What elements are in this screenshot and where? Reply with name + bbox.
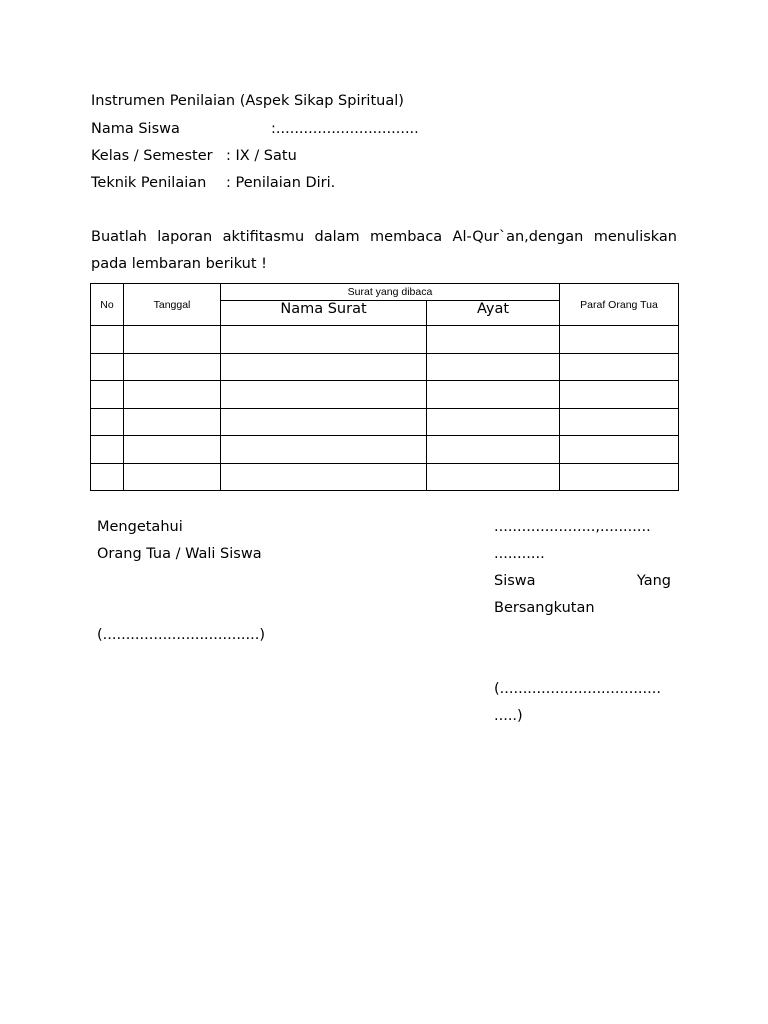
- table-row: [91, 381, 679, 409]
- instruction-paragraph: [91, 224, 677, 278]
- cell-tanggal: [124, 436, 221, 464]
- cell-ayat: [427, 408, 560, 436]
- table-row: [91, 353, 679, 381]
- signature-right-date-line1: ......................,...........: [494, 519, 651, 535]
- signature-right-role-word1: Siswa: [494, 573, 536, 589]
- field-nama-siswa-label: Nama Siswa: [91, 121, 180, 137]
- form-title: Instrumen Penilaian (Aspek Sikap Spiritual): [91, 93, 404, 109]
- signature-right-name-line2: .....): [494, 708, 523, 724]
- cell-ayat: [427, 463, 560, 491]
- cell-tanggal: [124, 353, 221, 381]
- cell-paraf: [560, 463, 679, 491]
- table-row: [91, 326, 679, 354]
- cell-nama-surat: [221, 326, 427, 354]
- col-header-tanggal: Tanggal: [124, 284, 221, 326]
- cell-ayat: [427, 326, 560, 354]
- table-header-row-top: [91, 284, 679, 301]
- cell-paraf: [560, 436, 679, 464]
- col-header-paraf: Paraf Orang Tua: [560, 284, 679, 326]
- cell-tanggal: [124, 326, 221, 354]
- cell-no: [91, 408, 124, 436]
- field-nama-siswa-value: :...............................: [271, 121, 419, 137]
- signature-right-role-line2: Bersangkutan: [494, 600, 595, 616]
- col-header-no: No: [91, 284, 124, 326]
- signature-left-line1: Mengetahui: [97, 519, 183, 535]
- cell-nama-surat: [221, 436, 427, 464]
- signature-left-name-blank: (..................................): [97, 627, 266, 643]
- table-row: [91, 408, 679, 436]
- cell-ayat: [427, 353, 560, 381]
- cell-no: [91, 326, 124, 354]
- table-body: [91, 326, 679, 491]
- field-kelas-semester: [91, 147, 297, 165]
- cell-ayat: [427, 381, 560, 409]
- field-teknik-penilaian-label: Teknik Penilaian: [91, 175, 207, 191]
- cell-paraf: [560, 408, 679, 436]
- col-header-surat-group: Surat yang dibaca: [221, 284, 560, 301]
- field-kelas-semester-label: Kelas / Semester: [91, 148, 213, 164]
- cell-tanggal: [124, 408, 221, 436]
- cell-paraf: [560, 353, 679, 381]
- signature-right-block: [494, 514, 671, 730]
- table-row: [91, 463, 679, 491]
- cell-nama-surat: [221, 463, 427, 491]
- signature-right-name-line1: (...................................: [494, 681, 661, 697]
- cell-paraf: [560, 326, 679, 354]
- field-kelas-semester-value: : IX / Satu: [226, 148, 297, 164]
- reading-report-table: [90, 283, 679, 491]
- signature-right-role-line1: [494, 568, 671, 595]
- col-header-ayat: Ayat: [427, 301, 560, 326]
- field-teknik-penilaian: [91, 174, 336, 192]
- signature-right-role-word2: Yang: [636, 573, 671, 589]
- cell-tanggal: [124, 381, 221, 409]
- cell-no: [91, 436, 124, 464]
- instruction-line-1: Buatlah laporan aktifitasmu dalam membaca Al-Qur`an,dengan menuliskan: [91, 229, 677, 245]
- col-header-nama-surat: Nama Surat: [221, 301, 427, 326]
- cell-no: [91, 353, 124, 381]
- cell-tanggal: [124, 463, 221, 491]
- cell-nama-surat: [221, 408, 427, 436]
- signature-right-date-line2: ...........: [494, 546, 545, 562]
- field-teknik-penilaian-value: : Penilaian Diri.: [226, 175, 336, 191]
- cell-paraf: [560, 381, 679, 409]
- cell-nama-surat: [221, 353, 427, 381]
- signature-left-line2: Orang Tua / Wali Siswa: [97, 546, 262, 562]
- table-row: [91, 436, 679, 464]
- instruction-line-2: pada lembaran berikut !: [91, 256, 267, 272]
- cell-nama-surat: [221, 381, 427, 409]
- cell-ayat: [427, 436, 560, 464]
- field-nama-siswa: [91, 120, 419, 138]
- cell-no: [91, 381, 124, 409]
- cell-no: [91, 463, 124, 491]
